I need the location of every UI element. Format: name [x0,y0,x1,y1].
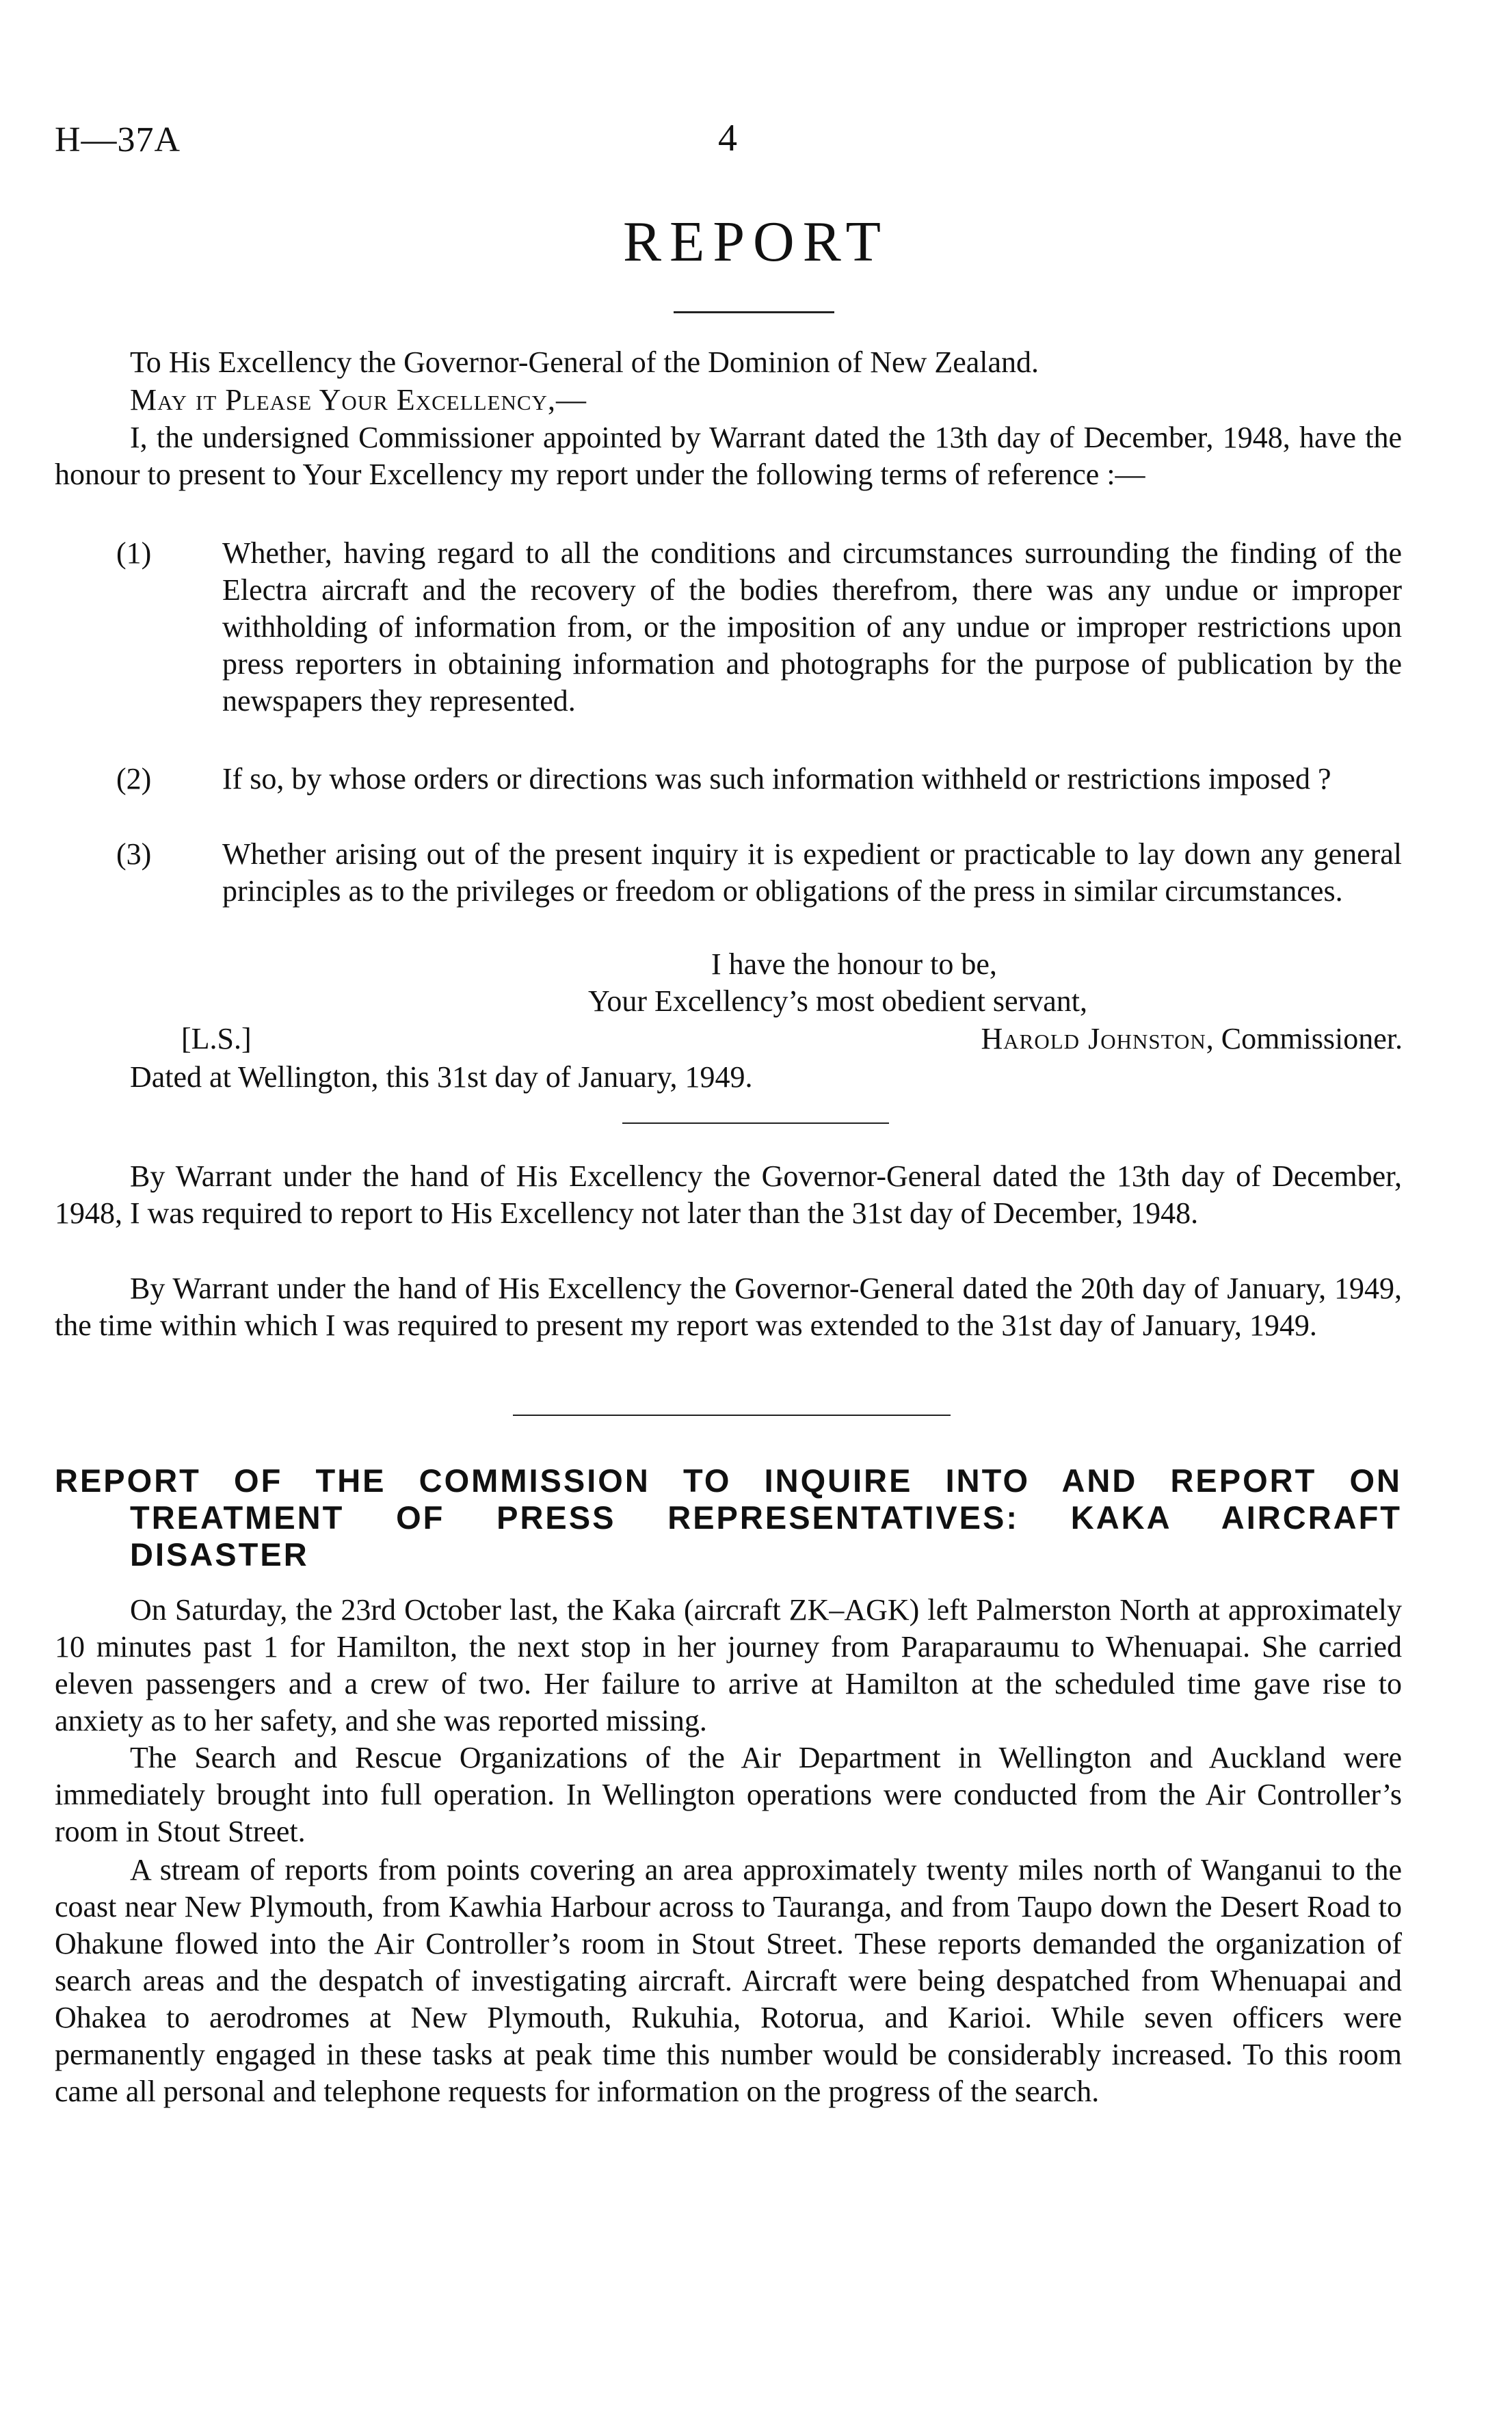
signature-line [981,1021,1403,1057]
term-text: Whether, having regard to all the conditions and circumstances surrounding the finding of the Electra aircraft and the recovery of the bodies therefrom, there was any undue or improper withholding of information from, or the imposition of any undue or improper restrictions upon press reporters in obtaining information and photographs for the purpose of publication by the newspapers they represented. [222,536,1402,718]
term-text: If so, by whose orders or directions was such information withheld or restrictions imposed ? [222,762,1331,796]
intro-paragraph: I, the undersigned Commissioner appointed by Warrant dated the 13th day of December, 1948, have the honour to present to Your Excellency my report under the following terms of reference :— [55,421,1402,491]
warrant-paragraph: By Warrant under the hand of His Excellency the Governor-General dated the 13th day of December, 1948, I was required to report to His Excellency not later than the 31st day of December, 1948. [55,1159,1402,1230]
term-number: (1) [116,536,152,570]
document-reference: H—37A [55,120,181,159]
term-item [116,761,1402,798]
term-item [116,535,1402,720]
title-rule [674,311,834,313]
page-number: 4 [718,117,737,159]
closing-line-1: I have the honour to be, [711,947,997,981]
section-heading-line-2: TREATMENT OF PRESS REPRESENTATIVES: KAKA AIRCRAFT [130,1499,1402,1536]
body-paragraph: On Saturday, the 23rd October last, the Kaka (aircraft ZK–AGK) left Palmerston North at approximately 10 minutes past 1 for Hamilton, the next stop in her journey from Paraparaumu to Whenuapai. She carried eleven passengers and a crew of two. Her failure to arrive at Hamilton at the scheduled time gave rise to anxiety as to her safety, and she was reported missing. [55,1593,1402,1737]
section-heading-line-3: DISASTER [130,1536,309,1573]
divider-rule [622,1122,889,1124]
section-heading [55,1462,1402,1573]
signer-title: , Commissioner. [1206,1022,1403,1055]
warrant-paragraph: By Warrant under the hand of His Excellency the Governor-General dated the 20th day of January, 1949, the time within which I was required to present my report was extended to the 31st day of January, 1949. [55,1272,1402,1342]
term-number: (2) [116,762,152,796]
salutation: May it Please Your Excellency,— [130,383,587,417]
signer-name: Harold Johnston [981,1022,1206,1055]
term-item [116,836,1402,910]
address-line: To His Excellency the Governor-General of the Dominion of New Zealand. [130,345,1039,379]
body-paragraph: The Search and Rescue Organizations of the Air Department in Wellington and Auckland were immediately brought into full operation. In Wellington operations were conducted from the Air Controller’s room in Stout Street. [55,1741,1402,1848]
section-heading-line-1: REPORT OF THE COMMISSION TO INQUIRE INTO AND REPORT ON [55,1462,1402,1499]
dated-line: Dated at Wellington, this 31st day of January, 1949. [130,1060,753,1094]
seal-mark: [L.S.] [181,1022,252,1055]
page-title: REPORT [622,210,889,274]
term-number: (3) [116,837,152,871]
body-paragraph: A stream of reports from points covering an area approximately twenty miles north of Wanganui to the coast near New Plymouth, from Kawhia Harbour across to Tauranga, and from Taupo down the Desert Road to Ohakune flowed into the Air Controller’s room in Stout Street. These reports demanded the organization of search areas and the despatch of investigating aircraft. Aircraft were being despatched from Whenuapai and Ohakea to aerodromes at New Plymouth, Rukuhia, Rotorua, and Karioi. While seven officers were permanently engaged in these tasks at peak time this number would be considerably increased. To this room came all personal and telephone requests for information on the progress of the search. [55,1853,1402,2108]
term-text: Whether arising out of the present inquiry it is expedient or practicable to lay down any general principles as to the privileges or freedom or obligations of the press in similar circumstances. [222,837,1402,908]
section-rule [513,1415,951,1416]
closing-line-2: Your Excellency’s most obedient servant, [588,984,1087,1018]
